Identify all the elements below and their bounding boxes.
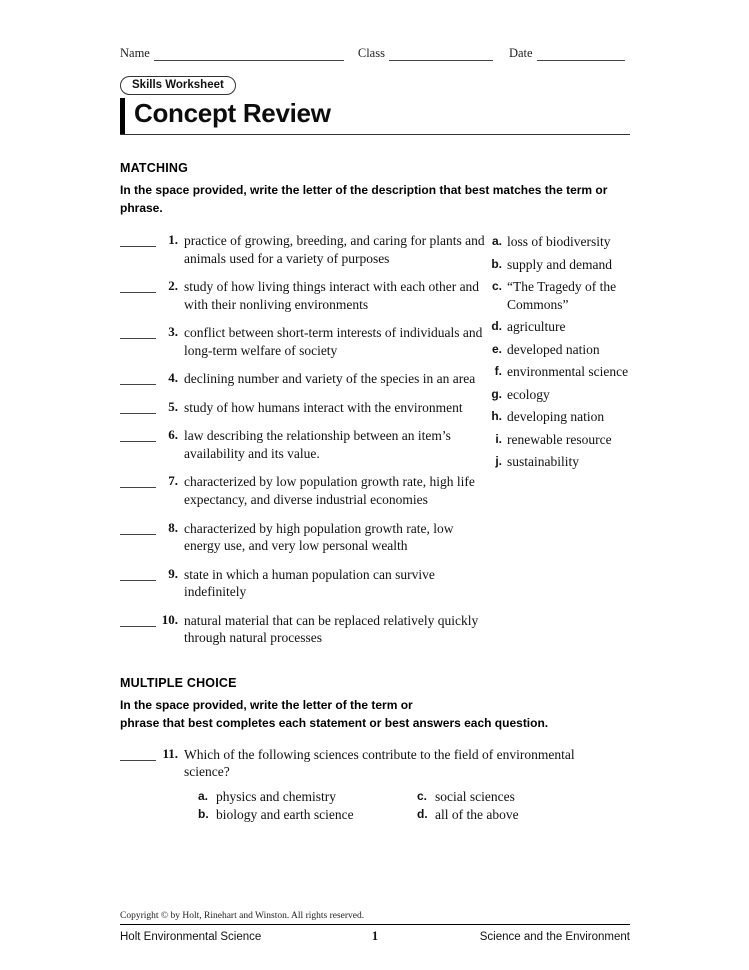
item-text: law describing the relationship between an item’s availability and its value. xyxy=(184,428,451,461)
item-text: declining number and variety of the species in an area xyxy=(184,371,476,387)
answer-blank xyxy=(120,371,156,385)
matching-item xyxy=(120,399,488,417)
answer-blank xyxy=(120,521,156,535)
choice-text: all of the above xyxy=(435,807,519,823)
item-text: study of how living things interact with each other and with their nonliving environments xyxy=(184,279,480,312)
name-blank xyxy=(154,47,344,61)
question-choices xyxy=(184,788,623,824)
matching-item xyxy=(120,520,488,555)
matching-answer-bank xyxy=(488,232,630,658)
choice xyxy=(184,788,403,806)
item-number: 2. xyxy=(168,278,178,294)
answer-letter: i. xyxy=(495,431,502,446)
multiple-choice-instructions xyxy=(120,696,615,732)
item-number: 5. xyxy=(168,398,178,414)
matching-heading: MATCHING xyxy=(120,161,189,175)
answer-text: environmental science xyxy=(507,364,629,380)
matching-item xyxy=(120,370,488,388)
question-11 xyxy=(120,746,630,824)
choice-letter: a. xyxy=(198,788,209,803)
answer-text: sustainability xyxy=(507,454,579,470)
page-title: Concept Review xyxy=(134,98,331,128)
footer-page-number: 1 xyxy=(371,929,379,943)
answer-blank xyxy=(120,428,156,442)
answer-blank xyxy=(120,747,156,761)
item-number: 7. xyxy=(168,473,178,489)
question-text: Which of the following sciences contribute to the field of environmental science? xyxy=(184,746,575,780)
item-number: 1. xyxy=(168,232,178,247)
mc-instructions-line2: phrase that best completes each statement or best answers each question. xyxy=(120,715,549,730)
item-number: 10. xyxy=(161,611,178,627)
answer-option xyxy=(488,408,630,426)
answer-option xyxy=(488,341,630,359)
matching-item xyxy=(120,324,488,359)
answer-blank xyxy=(120,613,156,627)
item-number: 3. xyxy=(168,324,178,340)
item-text: natural material that can be replaced relatively quickly through natural processes xyxy=(184,612,479,646)
answer-text: supply and demand xyxy=(507,256,612,272)
matching-item xyxy=(120,427,488,462)
class-blank xyxy=(389,47,493,61)
answer-blank xyxy=(120,567,156,581)
item-text: practice of growing, breeding, and caring for plants and animals used for a variety of purposes xyxy=(184,233,485,266)
page-footer xyxy=(120,911,630,944)
skills-worksheet-badge: Skills Worksheet xyxy=(120,76,236,95)
footer-chapter-title: Science and the Environment xyxy=(479,931,630,943)
item-number: 9. xyxy=(168,565,178,581)
choice-letter: d. xyxy=(417,807,428,822)
answer-text: developed nation xyxy=(507,341,600,357)
answer-letter: d. xyxy=(491,319,502,334)
item-text: state in which a human population can survive indefinitely xyxy=(184,566,435,600)
footer-rule xyxy=(120,924,630,925)
choice-text: biology and earth science xyxy=(216,807,354,823)
answer-option xyxy=(488,431,630,449)
answer-letter: b. xyxy=(491,256,502,271)
answer-letter: c. xyxy=(491,279,502,294)
matching-item xyxy=(120,473,488,508)
answer-text: renewable resource xyxy=(507,431,612,447)
matching-items xyxy=(120,232,488,658)
title-block xyxy=(120,98,630,134)
choice xyxy=(403,788,623,806)
answer-text: developing nation xyxy=(507,409,605,425)
answer-blank xyxy=(120,279,156,293)
item-number: 8. xyxy=(168,519,178,535)
matching-instructions: In the space provided, write the letter of the description that best matches the term or phrase. xyxy=(120,183,608,215)
name-label: Name xyxy=(120,46,150,60)
answer-letter: h. xyxy=(491,409,502,424)
item-text: conflict between short-term interests of individuals and long-term welfare of society xyxy=(184,325,483,358)
choice xyxy=(403,806,623,824)
name-class-date-row xyxy=(120,46,630,61)
answer-letter: a. xyxy=(491,234,502,248)
copyright-line: Copyright © by Holt, Rinehart and Winston. All rights reserved. xyxy=(120,911,365,921)
matching-item xyxy=(120,232,488,267)
item-number: 6. xyxy=(168,427,178,443)
matching-section xyxy=(120,232,630,658)
question-number: 11. xyxy=(162,745,178,761)
answer-option xyxy=(488,256,630,274)
answer-text: agriculture xyxy=(507,319,566,335)
item-text: characterized by low population growth rate, high life expectancy, and diverse industrial economies xyxy=(184,474,475,508)
answer-option xyxy=(488,233,630,251)
title-rule xyxy=(120,134,630,135)
answer-option xyxy=(488,318,630,336)
answer-option xyxy=(488,363,630,381)
item-text: study of how humans interact with the environment xyxy=(184,399,463,415)
class-label: Class xyxy=(357,46,385,60)
answer-letter: f. xyxy=(494,364,502,379)
multiple-choice-heading: MULTIPLE CHOICE xyxy=(120,675,237,690)
date-blank xyxy=(537,47,625,61)
choice-text: physics and chemistry xyxy=(216,788,336,804)
item-text: characterized by high population growth rate, low energy use, and very low personal wealth xyxy=(184,520,454,554)
choice xyxy=(184,806,403,824)
answer-letter: g. xyxy=(491,386,502,401)
answer-text: ecology xyxy=(507,386,550,402)
answer-text: “The Tragedy of the Commons” xyxy=(507,279,617,312)
choice-letter: c. xyxy=(417,788,428,803)
item-number: 4. xyxy=(168,370,178,386)
matching-item xyxy=(120,612,488,647)
answer-blank xyxy=(120,400,156,414)
answer-option xyxy=(488,278,630,313)
matching-item xyxy=(120,566,488,601)
answer-letter: j. xyxy=(495,454,502,469)
footer-row xyxy=(120,929,630,944)
answer-option xyxy=(488,453,630,471)
choice-text: social sciences xyxy=(435,788,515,804)
answer-letter: e. xyxy=(491,341,502,356)
question-body xyxy=(178,746,623,824)
mc-instructions-line1: In the space provided, write the letter of the term or xyxy=(120,697,413,712)
answer-option xyxy=(488,386,630,404)
footer-book-title: Holt Environmental Science xyxy=(120,931,262,943)
answer-blank xyxy=(120,474,156,488)
date-label: Date xyxy=(508,46,533,60)
matching-item xyxy=(120,278,488,313)
choice-letter: b. xyxy=(198,807,209,822)
answer-blank xyxy=(120,233,156,247)
answer-blank xyxy=(120,325,156,339)
answer-text: loss of biodiversity xyxy=(507,234,611,249)
